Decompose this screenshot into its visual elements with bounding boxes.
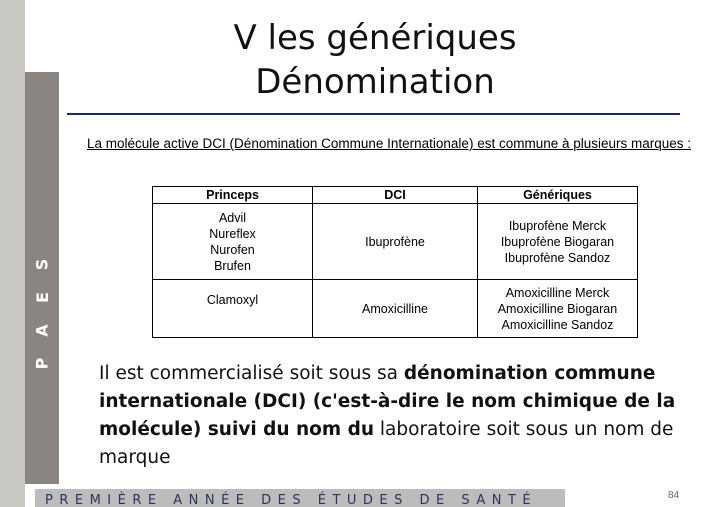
drug-table [152, 186, 638, 338]
cell-generiques [477, 280, 637, 338]
footer-bar [35, 489, 565, 507]
table-header-row [153, 187, 638, 204]
generique-name: Amoxicilline Merck [505, 285, 610, 300]
cell-princeps [153, 204, 313, 280]
cell-generiques [477, 204, 637, 280]
body-paragraph [99, 360, 689, 472]
cell-dci: Ibuprofène [313, 204, 478, 280]
princeps-name: Advil [218, 210, 247, 225]
body-text-bold: dénomination commune internationale (DCI) (c'est-à-dire le nom chimique de la molécule) suivi du nom du [99, 363, 676, 440]
header-princeps: Princeps [153, 187, 313, 204]
title-divider [67, 113, 680, 115]
slide-title-line2: Dénomination [255, 62, 495, 102]
cell-dci: Amoxicilline [313, 280, 478, 338]
generique-name: Ibuprofène Sandoz [504, 250, 611, 265]
princeps-name: Clamoxyl [206, 293, 259, 307]
princeps-name: Nurofen [210, 242, 255, 257]
header-generiques: Génériques [477, 187, 637, 204]
header-dci: DCI [313, 187, 478, 204]
princeps-name: Brufen [214, 258, 251, 273]
side-label [25, 248, 59, 380]
left-gray-strip [0, 0, 25, 507]
side-label-letter: S [32, 258, 52, 271]
slide-title-line1: V les génériques [233, 18, 517, 58]
cell-princeps [153, 280, 313, 338]
side-label-letter: P [32, 357, 52, 370]
footer-text: PREMIÈRE ANNÉE DES ÉTUDES DE SANTÉ [45, 493, 538, 507]
side-label-letter: E [32, 292, 52, 303]
princeps-name: Nureflex [209, 226, 256, 241]
slide-title [60, 16, 690, 104]
generique-name: Amoxicilline Sandoz [501, 317, 614, 332]
intro-text: La molécule active DCI (Dénomination Commune Internationale) est commune à plusieurs marques : [87, 136, 692, 151]
body-text-normal: laboratoire soit sous un nom de marque [99, 419, 674, 468]
body-text-normal: Il est commercialisé soit sous sa [99, 363, 404, 384]
generique-name: Ibuprofène Merck [508, 218, 607, 233]
side-label-letter: A [32, 324, 52, 337]
generique-name: Amoxicilline Biogaran [497, 301, 618, 316]
table-row [153, 280, 638, 338]
page-number: 84 [668, 490, 680, 501]
table-row [153, 204, 638, 280]
generique-name: Ibuprofène Biogaran [500, 234, 615, 249]
